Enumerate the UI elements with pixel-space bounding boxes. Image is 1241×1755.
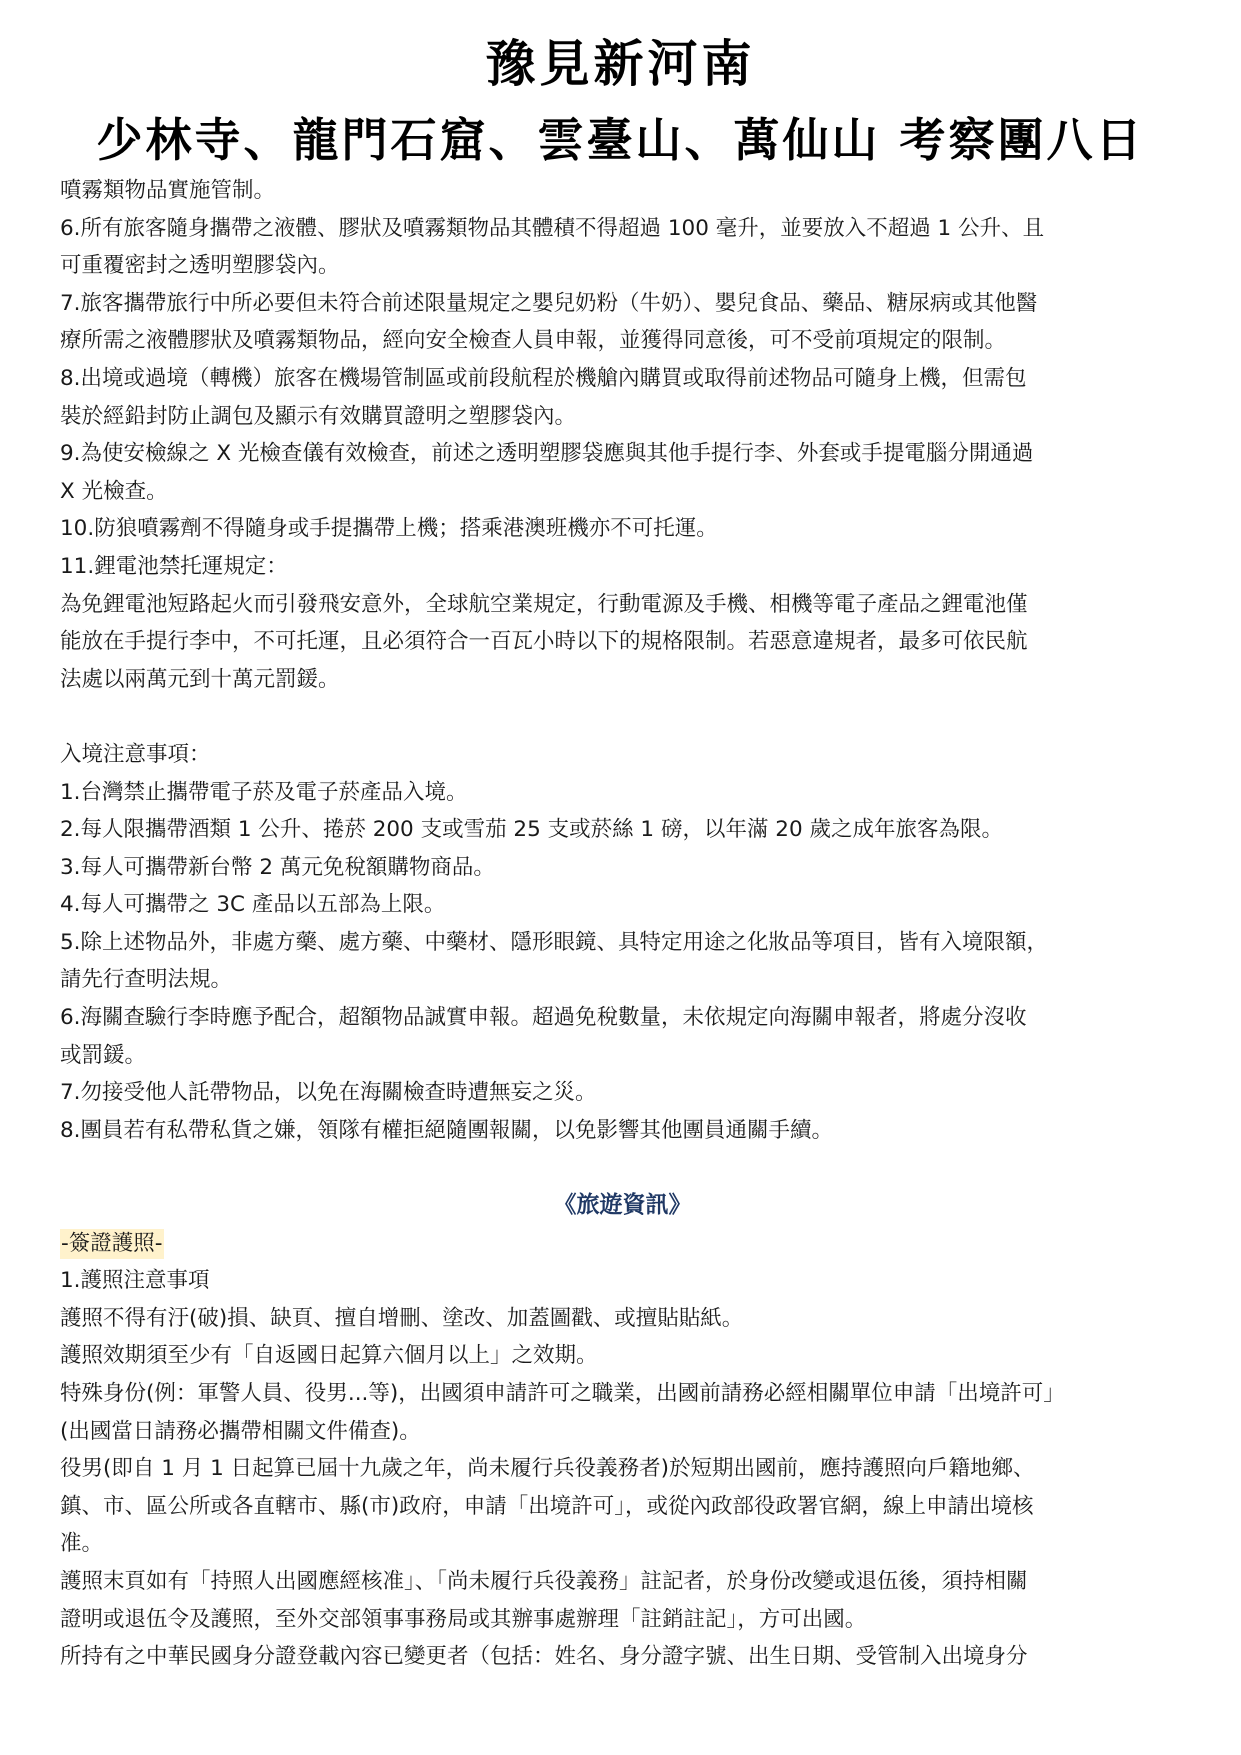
text-line: 1.護照注意事項 bbox=[60, 1268, 210, 1294]
text-line: 可重覆密封之透明塑膠袋內。 bbox=[60, 253, 340, 279]
visa-tag: -簽證護照- bbox=[60, 1229, 164, 1259]
text-line: 6.海關查驗行李時應予配合，超額物品誠實申報。超過免稅數量，未依規定向海關申報者，將處分沒收 bbox=[60, 1005, 1027, 1031]
spacer bbox=[60, 1149, 1185, 1187]
text-line: 9.為使安檢線之 X 光檢查儀有效檢查，前述之透明塑膠袋應與其他手提行李、外套或手提電腦分開通過 bbox=[60, 441, 1034, 467]
text-line: 役男(即自 1 月 1 日起算已屆十九歲之年，尚未履行兵役義務者)於短期出國前，應持護照向戶籍地鄉、 bbox=[60, 1456, 1035, 1482]
text-line: 護照不得有汙(破)損、缺頁、擅自增刪、塗改、加蓋圖戳、或擅貼貼紙。 bbox=[60, 1305, 744, 1331]
text-line: 7.旅客攜帶旅行中所必要但未符合前述限量規定之嬰兒奶粉（牛奶）、嬰兒食品、藥品、糖尿病或其他醫 bbox=[60, 290, 1038, 316]
text-line: 法處以兩萬元到十萬元罰鍰。 bbox=[60, 666, 340, 692]
page-title: 豫見新河南 bbox=[485, 34, 756, 93]
entry-notes bbox=[60, 736, 1185, 1150]
text-line: 特殊身份(例：軍警人員、役男...等)，出國須申請許可之職業，出國前請務必經相關單位申請「出境許可」 bbox=[60, 1381, 1065, 1406]
text-line: 鎮、市、區公所或各直轄市、縣(市)政府，申請「出境許可」，或從內政部役政署官網，線上申請出境核 bbox=[60, 1493, 1034, 1519]
text-line: 4.每人可攜帶之 3C 產品以五部為上限。 bbox=[60, 892, 446, 918]
text-line: 5.除上述物品外，非處方藥、處方藥、中藥材、隱形眼鏡、具特定用途之化妝品等項目，皆有入境限額， bbox=[60, 929, 1049, 955]
text-line: 2.每人限攜帶酒類 1 公升、捲菸 200 支或雪茄 25 支或菸絲 1 磅，以年滿 20 歲之成年旅客為限。 bbox=[60, 817, 1003, 843]
text-line: 為免鋰電池短路起火而引發飛安意外，全球航空業規定，行動電源及手機、相機等電子產品之鋰電池僅 bbox=[60, 591, 1028, 617]
text-line: 或罰鍰。 bbox=[60, 1042, 147, 1068]
text-line: X 光檢查。 bbox=[60, 478, 168, 504]
text-line: 護照效期須至少有「自返國日起算六個月以上」之效期。 bbox=[60, 1343, 598, 1369]
text-line: 1.台灣禁止攜帶電子菸及電子菸產品入境。 bbox=[60, 779, 468, 805]
text-line: 證明或退伍令及護照，至外交部領事事務局或其辦事處辦理「註銷註記」，方可出國。 bbox=[60, 1606, 867, 1632]
travel-info bbox=[60, 1187, 1185, 1676]
text-line: 請先行查明法規。 bbox=[60, 967, 233, 993]
text-line: 10.防狼噴霧劑不得隨身或手提攜帶上機；搭乘港澳班機亦不可托運。 bbox=[60, 516, 718, 542]
text-line: 所持有之中華民國身分證登載內容已變更者（包括：姓名、身分證字號、出生日期、受管制入出境身分 bbox=[60, 1644, 1028, 1670]
text-line: 11.鋰電池禁托運規定： bbox=[60, 553, 288, 579]
page-subtitle: 少林寺、龍門石窟、雲臺山、萬仙山 考察團八日 bbox=[96, 113, 1145, 167]
text-line: 能放在手提行李中，不可托運，且必須符合一百瓦小時以下的規格限制。若惡意違規者，最多可依民航 bbox=[60, 629, 1028, 655]
text-line: 6.所有旅客隨身攜帶之液體、膠狀及噴霧類物品其體積不得超過 100 毫升，並要放入不超過 1 公升、且 bbox=[60, 215, 1045, 241]
text-line: 8.團員若有私帶私貨之嫌，領隊有權拒絕隨團報關，以免影響其他團員通關手續。 bbox=[60, 1117, 834, 1143]
text-line: 3.每人可攜帶新台幣 2 萬元免稅額購物商品。 bbox=[60, 854, 495, 880]
text-line: 護照末頁如有「持照人出國應經核准」、「尚未履行兵役義務」註記者，於身份改變或退伍後，須持相關 bbox=[60, 1568, 1028, 1594]
text-line: 准。 bbox=[60, 1531, 104, 1557]
section-heading: 《旅遊資訊》 bbox=[553, 1192, 692, 1219]
document-body bbox=[60, 172, 1185, 1676]
text-line: 7.勿接受他人託帶物品，以免在海關檢查時遭無妄之災。 bbox=[60, 1080, 597, 1106]
departure-rules bbox=[60, 172, 1185, 698]
text-line: 療所需之液體膠狀及噴霧類物品，經向安全檢查人員申報，並獲得同意後，可不受前項規定的限制。 bbox=[60, 328, 1007, 354]
entry-heading: 入境注意事項： bbox=[60, 741, 211, 767]
text-line: (出國當日請務必攜帶相關文件備查)。 bbox=[60, 1418, 421, 1444]
visa-tag-line bbox=[60, 1225, 1185, 1263]
text-line: 噴霧類物品實施管制。 bbox=[60, 178, 276, 203]
spacer bbox=[60, 698, 1185, 736]
text-line: 8.出境或過境（轉機）旅客在機場管制區或前段航程於機艙內購買或取得前述物品可隨身上機，但需包 bbox=[60, 365, 1027, 391]
text-line: 裝於經鉛封防止調包及顯示有效購買證明之塑膠袋內。 bbox=[60, 403, 577, 429]
